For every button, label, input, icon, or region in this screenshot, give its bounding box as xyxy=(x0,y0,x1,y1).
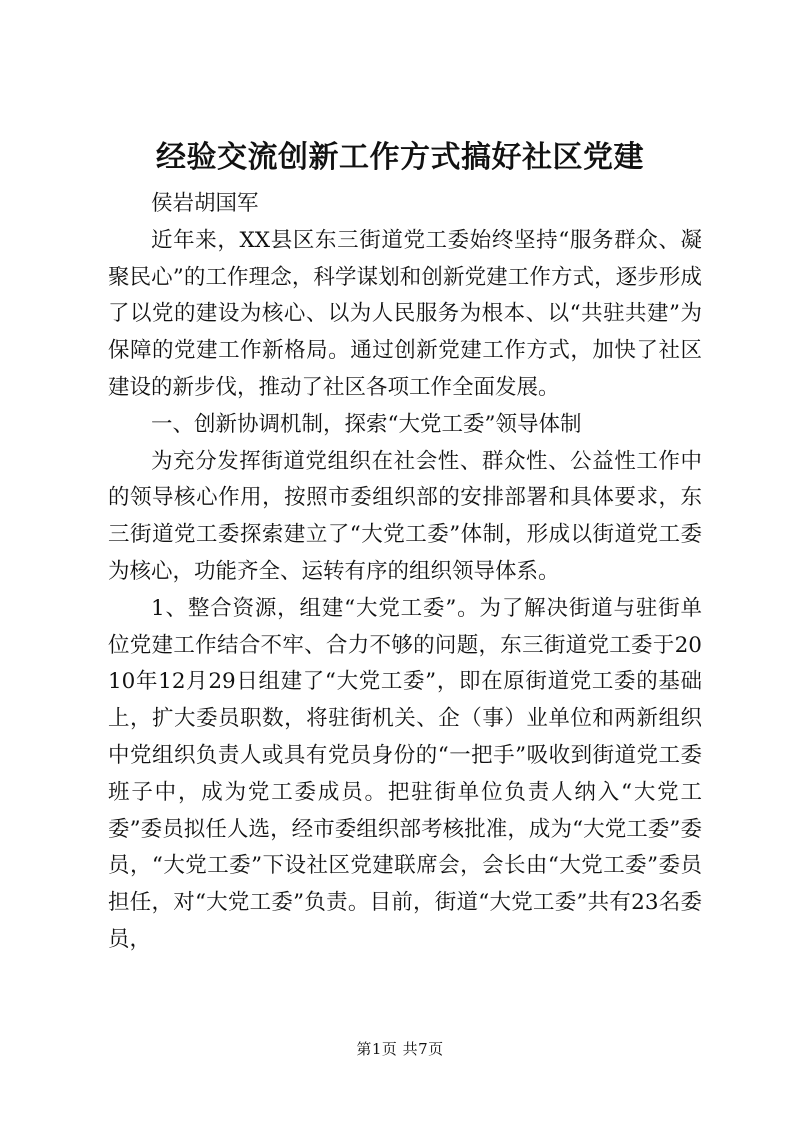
document-body xyxy=(108,186,702,959)
paragraph-intro: 近年来，XX县区东三街道党工委始终坚持“服务群众、凝聚民心”的工作理念，科学谋划和创新党建工作方式，逐步形成了以党的建设为核心、以为人民服务为根本、以“共驻共建”为保障的党建工作新格局。通过创新党建工作方式，加快了社区建设的新步伐，推动了社区各项工作全面发展。 xyxy=(108,227,702,400)
author-line: 侯岩胡国军 xyxy=(151,191,259,216)
document-title: 经验交流创新工作方式搞好社区党建 xyxy=(156,140,644,175)
page-footer: 第1页 共7页 xyxy=(356,1040,444,1058)
paragraph-section-one: 为充分发挥街道党组织在社会性、群众性、公益性工作中的领导核心作用，按照市委组织部的安排部署和具体要求，东三街道党工委探索建立了“大党工委”体制，形成以街道党工委为核心，功能齐全、运转有序的组织领导体系。 xyxy=(108,448,702,584)
section-heading: 一、创新协调机制，探索“大党工委”领导体制 xyxy=(151,411,582,437)
paragraph-item-one: 1、整合资源，组建“大党工委”。为了解决街道与驻街单位党建工作结合不牢、合力不够的问题，东三街道党工委于2010年12月29日组建了“大党工委”，即在原街道党工委的基础上，扩大委员职数，将驻街机关、企（事）业单位和两新组织中党组织负责人或具有党员身份的“一把手”吸收到街道党工委班子中，成为党工委成员。把驻街单位负责人纳入“大党工委”委员拟任人选，经市委组织部考核批准，成为“大党工委”委员，“大党工委”下设社区党建联席会，会长由“大党工委”委员担任，对“大党工委”负责。目前，街道“大党工委”共有23名委员， xyxy=(108,595,702,952)
